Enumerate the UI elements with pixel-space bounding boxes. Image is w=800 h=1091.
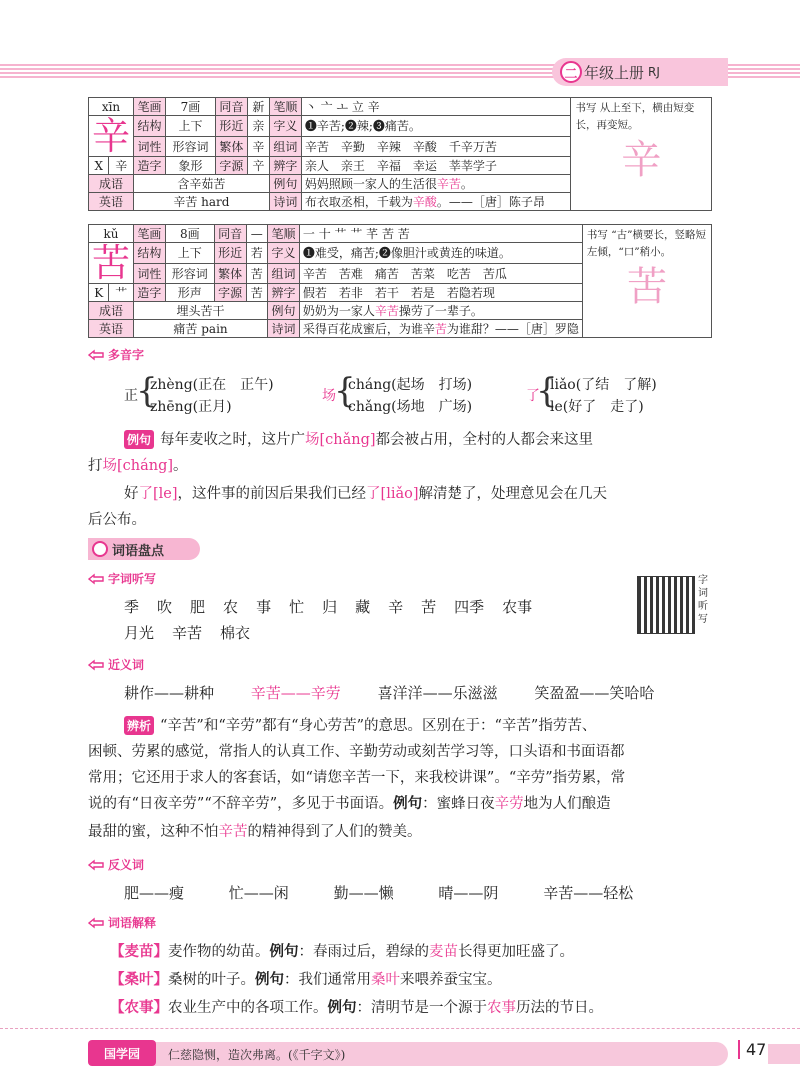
idiom: 含辛茹苦 xyxy=(134,175,270,193)
synonym-pairs xyxy=(124,682,654,703)
antonym-pair: 勤——懒 xyxy=(333,884,394,902)
value: 苦 xyxy=(246,263,268,284)
dictation-row-1 xyxy=(124,596,550,617)
dictation-word: 季 xyxy=(124,598,140,616)
page-number-bar xyxy=(768,1044,800,1064)
footer-tag: 国学园 xyxy=(88,1040,156,1066)
label: 字义 xyxy=(269,116,301,137)
label: 造字 xyxy=(134,284,166,302)
dictation-row-2 xyxy=(124,622,268,643)
value: 若 xyxy=(246,243,268,264)
label: 字义 xyxy=(268,243,300,264)
label: 同音 xyxy=(214,225,246,243)
value: 新 xyxy=(247,98,269,116)
writing-note xyxy=(571,98,712,211)
example: 妈妈照顾一家人的生活很辛苦。 xyxy=(301,175,571,193)
edition-label: RJ xyxy=(648,65,660,79)
synonym-pair: 喜洋洋——乐滋滋 xyxy=(377,684,498,702)
qr-label: 字词听写 xyxy=(698,575,708,625)
stroke-order: 丶 亠 ㅗ 立 辛 xyxy=(301,98,571,116)
english: 痛苦 pain xyxy=(134,320,268,338)
synonym-pair: 笑盈盈——笑哈哈 xyxy=(534,684,655,702)
idiom: 埋头苦干 xyxy=(134,302,268,320)
label: 笔顺 xyxy=(268,225,300,243)
analysis-tag: 辨析 xyxy=(124,716,154,735)
dictation-word: 藏 xyxy=(355,598,371,616)
antonym-pairs xyxy=(124,882,633,903)
radical: 辛 xyxy=(109,157,134,175)
definition-item: 【麦苗】麦作物的幼苗。例句：春雨过后，碧绿的麦苗长得更加旺盛了。 xyxy=(110,943,574,960)
example-line-4: 后公布。 xyxy=(88,512,146,528)
label: 诗词 xyxy=(268,320,300,338)
analysis-line-3: 常用；它还用于求人的客套话，如“请您辛苦一下，来我校讲课”。“辛劳”指劳累，常 xyxy=(88,770,626,786)
value: 上下 xyxy=(165,243,214,264)
char-card-ku xyxy=(88,224,712,338)
label: 诗词 xyxy=(269,193,301,211)
dictation-word: 忙 xyxy=(289,598,305,616)
smile-icon xyxy=(92,541,108,557)
value: 象形 xyxy=(166,157,216,175)
label: 成语 xyxy=(89,302,134,320)
synonym-pair: 耕作——耕种 xyxy=(124,684,215,702)
label: 词性 xyxy=(134,263,166,284)
dictation-word: 事 xyxy=(256,598,272,616)
distinguish: 假若 若非 若干 若是 若隐若现 xyxy=(299,284,582,302)
dictation-word: 四季 xyxy=(454,598,485,616)
main-character: 辛 xyxy=(89,116,134,157)
label: 笔顺 xyxy=(269,98,301,116)
dictation-word: 肥 xyxy=(190,598,206,616)
value: 亲 xyxy=(247,116,269,137)
stroke-order: 一 十 艹 艹 芊 苦 苦 xyxy=(299,225,582,243)
dictation-word: 辛苦 xyxy=(172,624,203,642)
words: 辛苦 辛勤 辛辣 辛酸 千辛万苦 xyxy=(301,136,571,157)
example-line-1: 例句 每年麦收之时，这片广场[chǎng]都会被占用，全村的人都会来这里 xyxy=(124,428,593,449)
synonym-pair: 辛苦——辛劳 xyxy=(250,684,341,702)
initial: X xyxy=(89,157,109,175)
label: 形近 xyxy=(214,243,246,264)
definition-item: 【桑叶】桑树的叶子。例句：我们通常用桑叶来喂养蚕宝宝。 xyxy=(110,971,502,988)
hand-pointer-icon xyxy=(88,658,104,672)
distinguish: 亲人 亲王 辛福 幸运 莘莘学子 xyxy=(301,157,571,175)
antonym-pair: 忙——闲 xyxy=(228,884,289,902)
label: 例句 xyxy=(268,302,300,320)
label: 字源 xyxy=(215,157,247,175)
dictation-word: 农事 xyxy=(502,598,533,616)
value: 䇂 xyxy=(247,157,269,175)
label: 造字 xyxy=(134,157,166,175)
grade-tab xyxy=(552,58,728,86)
label: 例句 xyxy=(269,175,301,193)
section-heading-duoyin: 多音字 xyxy=(88,346,144,363)
pinyin: xīn xyxy=(89,98,134,116)
main-character: 苦 xyxy=(89,243,134,284)
footer-quote: 仁慈隐恻，造次弗离。(《千字文》) xyxy=(168,1048,346,1062)
label: 成语 xyxy=(89,175,134,193)
dictation-word: 苦 xyxy=(421,598,437,616)
example-line-3: 好了[le]，这件事的前因后果我们已经了[liǎo]解清楚了，处理意见会在几天 xyxy=(124,486,608,502)
label: 辨字 xyxy=(269,157,301,175)
writing-note xyxy=(582,225,711,338)
section-heading-jinyi: 近义词 xyxy=(88,656,144,673)
label: 结构 xyxy=(134,116,166,137)
antonym-pair: 晴——阴 xyxy=(438,884,499,902)
label: 笔画 xyxy=(134,225,166,243)
hand-pointer-icon xyxy=(88,916,104,930)
dictation-word: 辛 xyxy=(388,598,404,616)
grade-badge: 二 xyxy=(560,61,582,83)
analysis-line-1: 辨析 “辛苦”和“辛劳”都有“身心劳苦”的意思。区别在于：“辛苦”指劳苦、 xyxy=(124,714,596,735)
char-display: 辛 xyxy=(621,137,662,183)
example: 奶奶为一家人辛苦操劳了一辈子。 xyxy=(299,302,582,320)
analysis-line-4: 说的有“日夜辛劳”“不辞辛劳”，多见于书面语。例句：蜜蜂日夜辛劳地为人们酿造 xyxy=(88,795,611,812)
qr-code-icon[interactable] xyxy=(637,576,695,634)
value: 8画 xyxy=(165,225,214,243)
label: 词性 xyxy=(134,136,166,157)
definition-item: 【农事】农业生产中的各项工作。例句：清明节是一个源于农事历法的节日。 xyxy=(110,999,603,1016)
dictation-word: 棉衣 xyxy=(220,624,251,642)
meaning: ❶难受，痛苦;❷像胆汁或黄连的味道。 xyxy=(299,243,582,264)
label: 笔画 xyxy=(134,98,166,116)
value: 苦 xyxy=(246,284,268,302)
char-card-xin xyxy=(88,97,712,211)
analysis-line-5: 最甜的蜜，这种不怕辛苦的精神得到了人们的赞美。 xyxy=(88,824,422,840)
initial: K xyxy=(89,284,109,302)
label: 英语 xyxy=(89,320,134,338)
value: 形容词 xyxy=(165,263,214,284)
label: 组词 xyxy=(268,263,300,284)
label: 形近 xyxy=(215,116,247,137)
poem: 布衣取丞相，千载为辛酸。——［唐］陈子昂 xyxy=(301,193,571,211)
char-display: 苦 xyxy=(626,264,667,310)
footer-divider xyxy=(0,1028,800,1029)
hand-pointer-icon xyxy=(88,858,104,872)
example-tag: 例句 xyxy=(124,430,154,449)
pinyin: kǔ xyxy=(89,225,134,243)
label: 同音 xyxy=(215,98,247,116)
hand-pointer-icon xyxy=(88,348,104,362)
words: 辛苦 苦难 痛苦 苦菜 吃苦 苦瓜 xyxy=(299,263,582,284)
value: 7画 xyxy=(166,98,216,116)
value: 形容词 xyxy=(166,136,216,157)
value: 形声 xyxy=(165,284,214,302)
meaning: ❶辛苦;❷辣;❸痛苦。 xyxy=(301,116,571,137)
dictation-word: 吹 xyxy=(157,598,173,616)
section-banner: 词语盘点 xyxy=(88,538,200,560)
hand-pointer-icon xyxy=(88,572,104,586)
antonym-pair: 肥——瘦 xyxy=(124,884,185,902)
label: 繁体 xyxy=(215,136,247,157)
label: 结构 xyxy=(134,243,166,264)
dictation-word: 月光 xyxy=(124,624,155,642)
poem: 采得百花成蜜后，为谁辛苦为谁甜？——［唐］罗隐 xyxy=(299,320,582,338)
page-number: 47 xyxy=(738,1040,766,1059)
antonym-pair: 辛苦——轻松 xyxy=(543,884,634,902)
label: 字源 xyxy=(214,284,246,302)
example-line-2: 打场[cháng]。 xyxy=(88,458,188,474)
dictation-word: 农 xyxy=(223,598,239,616)
grade-title: 年级上册 xyxy=(584,63,645,82)
note-text: 书写 从上至下，横由短变长，再变短。 xyxy=(575,102,695,131)
value: 上下 xyxy=(166,116,216,137)
dictation-word: 归 xyxy=(322,598,338,616)
value: 辛 xyxy=(247,136,269,157)
section-heading-jieshi: 词语解释 xyxy=(88,914,156,931)
section-heading-tingxie: 字词听写 xyxy=(88,570,156,587)
analysis-line-2: 困顿、劳累的感觉，常指人的认真工作、辛勤劳动或刻苦学习等，口头语和书面语都 xyxy=(88,744,625,760)
label: 英语 xyxy=(89,193,134,211)
english: 辛苦 hard xyxy=(134,193,270,211)
value: — xyxy=(246,225,268,243)
section-heading-fanyi: 反义词 xyxy=(88,856,144,873)
radical: 艹 xyxy=(109,284,134,302)
note-text: 书写 “古”横要长，竖略短左倾，“口”稍小。 xyxy=(586,229,706,258)
label: 繁体 xyxy=(214,263,246,284)
label: 辨字 xyxy=(268,284,300,302)
label: 组词 xyxy=(269,136,301,157)
